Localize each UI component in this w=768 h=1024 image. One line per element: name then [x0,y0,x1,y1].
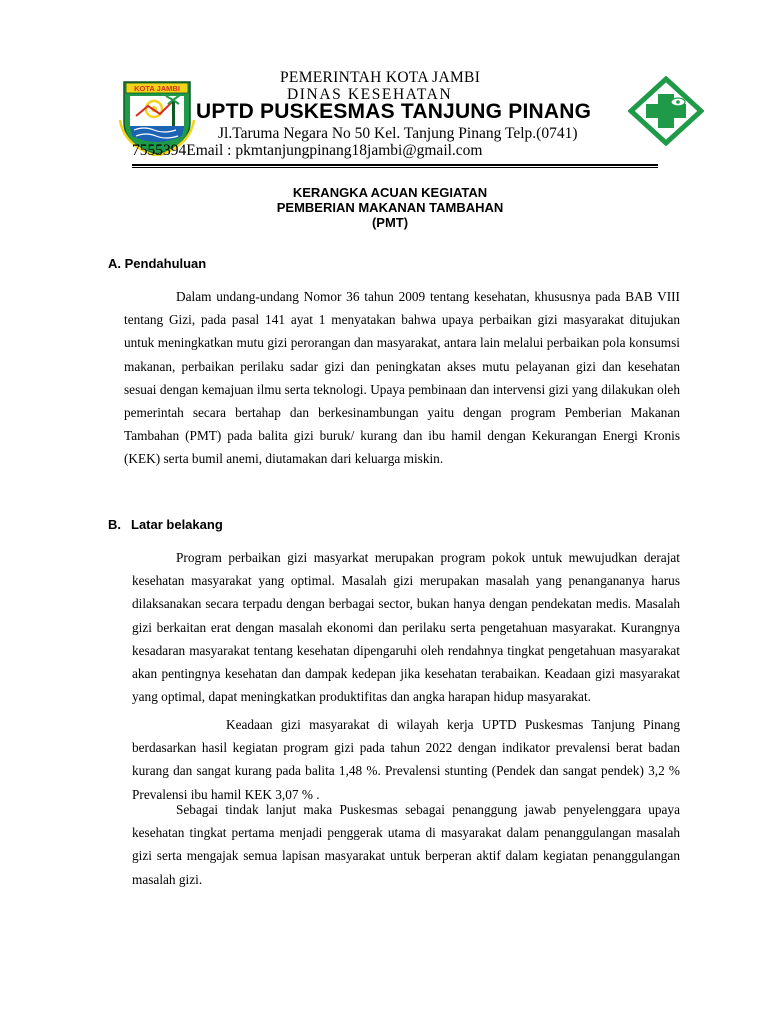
document-title-line-2: PEMBERIAN MAKANAN TAMBAHAN [276,200,504,215]
section-b-paragraph-1: Program perbaikan gizi masyarkat merupakan program pokok untuk mewujudkan derajat kesehatan masyarakat yang optimal. Masalah gizi merupakan masalah yang penangananya harus dilaksanakan secara terpadu dengan berbagai sector, bukan hanya dengan pendekatan medis. Masalah gizi berkaitan erat dengan masalah ekonomi dan perilaku serta pengetahuan masyarakat. Kurangnya kesadaran masyarakat tentang kesehatan dipengaruhi oleh rendahnya tingkat pengetahuan masyarakat akan pentingnya kesehatan dan dampak kedepan jika kesehatan terabaikan. Keadaan gizi masyarakat yang optimal, dapat meningkatkan produktifitas dan angka harapan hidup masyarakat. [132,550,680,705]
section-b-paragraph-3: Sebagai tindak lanjut maka Puskesmas sebagai penanggung jawab penyelenggara upaya kesehatan tingkat pertama menjadi penggerak utama di masyarakat dalam penanggulangan masalah gizi serta mengajak semua lapisan masyarakat untuk berperan aktif dalam kegiatan penanggulangan masalah gizi. [132,802,680,887]
header-rule-thin [132,167,658,168]
header-government-line: PEMERINTAH KOTA JAMBI [280,69,481,86]
section-b-heading [108,517,223,532]
emblem-label: KOTA JAMBI [134,84,180,93]
header-contact-line: 7555394Email : pkmtanjungpinang18jambi@gmail.com [132,142,483,159]
header-address-line: Jl.Taruma Negara No 50 Kel. Tanjung Pinang Telp.(0741) [218,125,578,142]
header-department-line: DINAS KESEHATAN [287,86,453,103]
puskesmas-logo-icon [628,76,704,146]
section-b-letter: B. [108,517,121,532]
header-institution-name: UPTD PUSKESMAS TANJUNG PINANG [196,100,592,123]
header-rule-thick [132,164,658,166]
document-title-line-3: (PMT) [371,215,409,230]
section-a-heading: A. Pendahuluan [108,256,207,271]
section-a-paragraph: Dalam undang-undang Nomor 36 tahun 2009 tentang kesehatan, khususnya pada BAB VIII tentang Gizi, pada pasal 141 ayat 1 menyatakan bahwa upaya perbaikan gizi masyarakat ditujukan untuk meningkatkan mutu gizi perorangan dan masyarakat, antara lain melalui perbaikan pola konsumsi makanan, perbaikan perilaku sadar gizi dan peningkatan akses mutu pelayanan gizi dan kesehatan sesuai dengan kemajuan ilmu serta teknologi. Upaya pembinaan dan intervensi gizi yang dilakukan oleh pemerintah secara bertahap dan berkesinambungan yaitu dengan program Pemberian Makanan Tambahan (PMT) pada balita gizi buruk/ kurang dan ibu hamil dengan Kekurangan Energi Kronis (KEK) serta bumil anemi, diutamakan dari keluarga miskin. [124,289,680,467]
section-b-title: Latar belakang [131,517,223,532]
document-title-line-1: KERANGKA ACUAN KEGIATAN [292,185,488,200]
section-b-paragraph-2: Keadaan gizi masyarakat di wilayah kerja UPTD Puskesmas Tanjung Pinang berdasarkan hasil kegiatan program gizi pada tahun 2022 dengan indikator prevalensi berat badan kurang dan sangat kurang pada balita 1,48 %. Prevalensi stunting (Pendek dan sangat pendek) 3,2 % Prevalensi ibu hamil KEK 3,07 % . [132,717,680,802]
